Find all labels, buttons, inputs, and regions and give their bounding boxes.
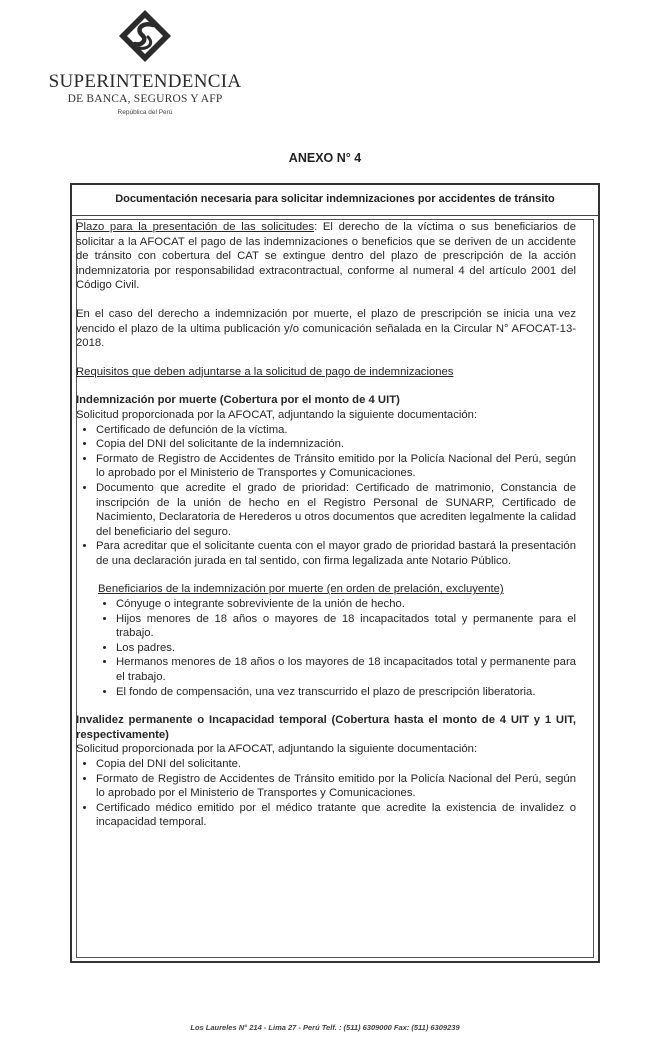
list-item: • Certificado médico emitido por el médico tratante que acredite la existencia de invalidez o incapacidad temporal. (96, 801, 576, 830)
disability-heading: Invalidez permanente o Incapacidad temporal (Cobertura hasta el monto de 4 UIT y 1 UIT, respectivamente) (76, 714, 576, 741)
list-item: • Cónyuge o integrante sobreviviente de la unión de hecho. (116, 597, 576, 612)
disability-requirements-list (76, 757, 576, 830)
intro-paragraph-2: En el caso del derecho a indemnización por muerte, el plazo de prescripción se inicia una vez vencido el plazo de la ultima publicación y/o comunicación señalada en la Circular N° AFOCAT-13-2018. (76, 307, 576, 350)
death-heading: Indemnización por muerte (Cobertura por el monto de 4 UIT) (76, 394, 400, 407)
org-subtitle: DE BANCA, SEGUROS Y AFP (67, 93, 223, 105)
box-title: Documentación necesaria para solicitar indemnizaciones por accidentes de tránsito (72, 185, 598, 216)
list-item: • Formato de Registro de Accidentes de Tránsito emitido por la Policía Nacional del Perú, según lo aprobado por el Ministerio de Transportes y Comunicaciones. (96, 452, 576, 481)
sbs-diamond-logo-icon (117, 8, 173, 64)
beneficiaries-heading: Beneficiarios de la indemnización por muerte (en orden de prelación, excluyente) (98, 583, 504, 596)
list-item: • Hijos menores de 18 años o mayores de 18 incapacitados total y permanente para el trabajo. (116, 612, 576, 641)
list-item: • Documento que acredite el grado de prioridad: Certificado de matrimonio, Constancia de inscripción de la unión de hecho en el Registro Personal de SUNARP, Certificado de Nacimiento, Declaratoria de Herederos u otros documentos que acrediten legalmente la calidad del beneficiario del seguro. (96, 481, 576, 539)
list-item: • Para acreditar que el solicitante cuenta con el mayor grado de prioridad bastará la presentación de una declaración jurada en tal sentido, con firma legalizada ante Notario Público. (96, 539, 576, 568)
list-item: • Los padres. (116, 641, 576, 656)
list-item: • El fondo de compensación, una vez transcurrido el plazo de prescripción liberatoria. (116, 685, 576, 700)
footer-address: Los Laureles N° 214 - Lima 27 - Perú Telf. : (511) 6309000 Fax: (511) 6309239 (190, 1023, 460, 1032)
death-intro: Solicitud proporcionada por la AFOCAT, adjuntando la siguiente documentación: (76, 408, 478, 421)
death-requirements-list (76, 423, 576, 569)
list-item: • Certificado de defunción de la víctima. (96, 423, 576, 438)
list-item: • Hermanos menores de 18 años o los mayores de 18 incapacitados total y permanente para el trabajo. (116, 655, 576, 684)
deadline-label: Plazo para la presentación de las solicitudes (76, 221, 315, 233)
requirements-heading: Requisitos que deben adjuntarse a la solicitud de pago de indemnizaciones (76, 365, 454, 378)
document-body (76, 220, 576, 830)
org-name: SUPERINTENDENCIA (48, 71, 242, 92)
letterhead (40, 8, 250, 116)
list-item: • Copia del DNI del solicitante. (96, 757, 576, 772)
org-country: República del Perú (117, 109, 173, 116)
disability-intro: Solicitud proporcionada por la AFOCAT, adjuntando la siguiente documentación: (76, 743, 478, 756)
intro-paragraph (76, 220, 576, 293)
deadline-text: : El derecho de la víctima o sus beneficiarios de solicitar a la AFOCAT el pago de las indemnizaciones o beneficios que se deriven de un accidente de tránsito con cobertura del CAT se extingue dentro del plazo de prescripción de la acción indemnizatoria por responsabilidad extracontractual, conforme al numeral 4 del artículo 2001 del Código Civil. (76, 221, 576, 292)
list-item: • Copia del DNI del solicitante de la indemnización. (96, 437, 576, 452)
beneficiaries-list (76, 597, 576, 699)
annex-title: ANEXO N° 4 (288, 151, 362, 165)
list-item: • Formato de Registro de Accidentes de Tránsito emitido por la Policía Nacional del Perú, según lo aprobado por el Ministerio de Transportes y Comunicaciones. (96, 772, 576, 801)
